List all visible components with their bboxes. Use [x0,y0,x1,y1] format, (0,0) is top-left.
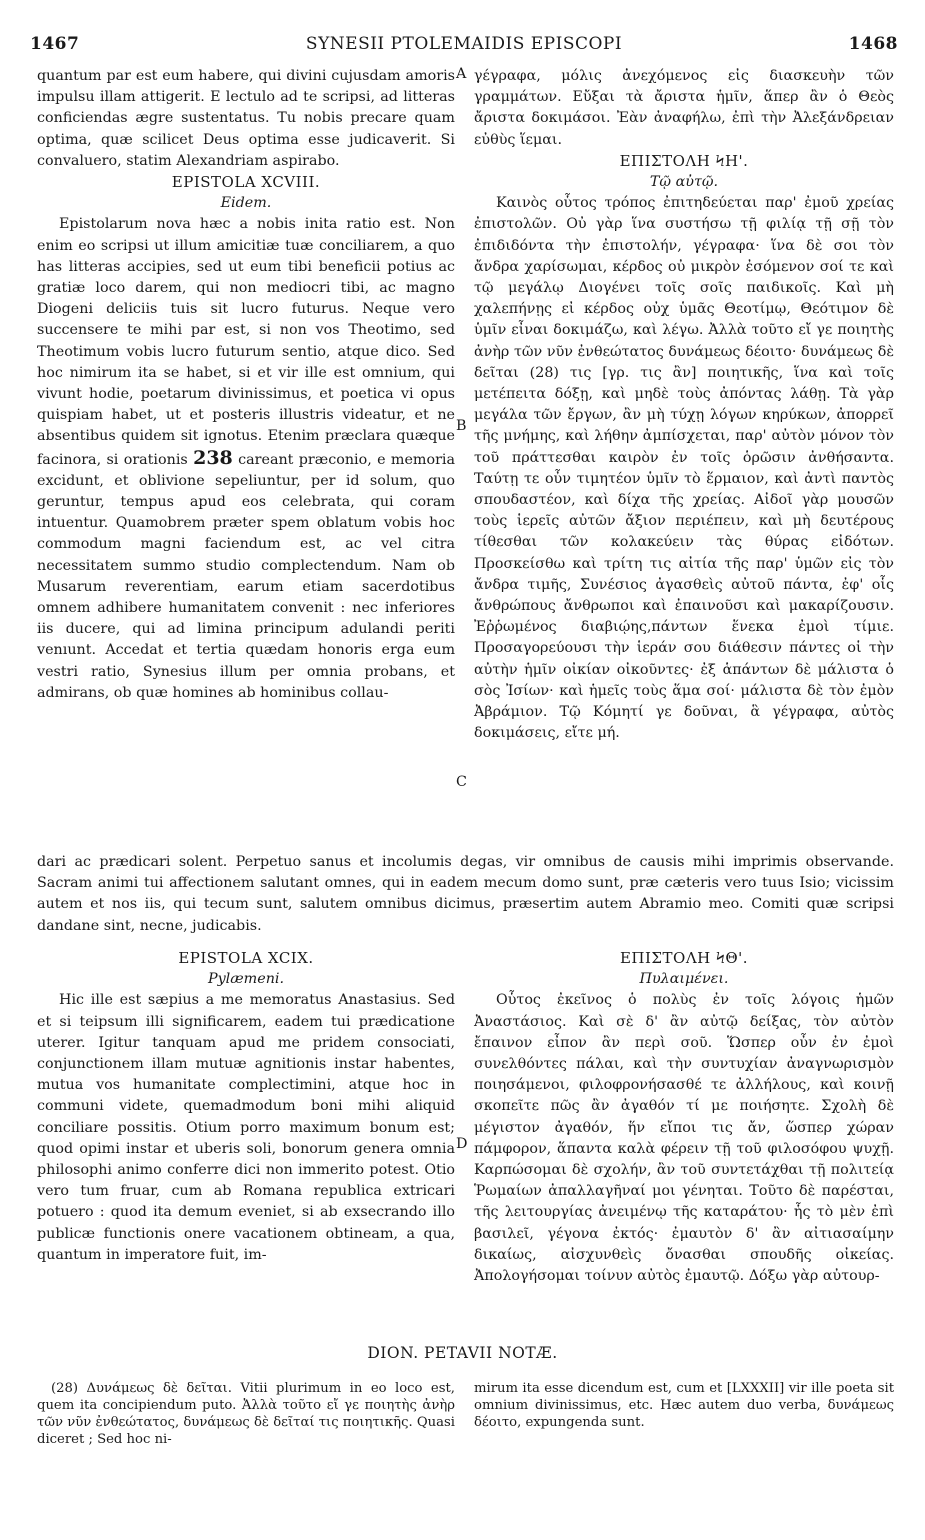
note-left: (28) Δυνάμεως δὲ δεῖται. Vitii plurimum in eo loco est, quem ita concipiendum puto. Ἀλλὰ τοῦτο εἴ γε ποιητὴς ἀνὴρ τῶν νῦν ἐνθεώτατος, δυνάμεως δὲ δεῖταί τις ποιητικῆς. Quasi diceret ; Sed hoc ni- [37,1381,455,1447]
latin-column-upper [37,66,455,704]
epistole-98-title: ΕΠΙΣΤΟΛΗ ϞΗ'. [619,151,749,170]
page-number-left: 1467 [30,34,80,54]
epistola-98-text-a: Epistolarum nova hæc a nobis inita ratio est. Non enim eo scripsi ut illum amicitiæ tuæ conciliarem, a quo has litteras accipies, sed ut eum tibi beneficii potius ac gratiæ loco darem, qui non mediocri tibi, ac magno Diogeni deliciis tuis sit lucro futurus. Neque vero succensere te mihi par est, si non vos Theotimo, sed Theotimum vobis lucro futurum sentio, atque dico. Sed hoc nimirum ita se habet, si et vir ille est omnium, qui vivunt hodie, poetarum divinissimus, et poetica vi opus quispiam habet, ut et posteris illustris videatur, et ne absentibus quidem sit ignotus. Etenim præclara quæque facinora, si orationis [37,216,455,468]
epistola-98-text-b: careant præconio, e memoria excidunt, et oblivione sepeliuntur, per id solum, quo geruntur, tempus apud eos celebrata, qui coram intuentur. Quamobrem præter spem oblatum vobis hoc commodum magni faciendum est, ac vel citra necessitatem summo studio complectendum. Nam ob Musarum reverentiam, earum etiam sacerdotibus omnem adhibere humanitatem convenit : nec inferiores iis ducere, qui ad limina principum adulandi periti venıunt. Accedat et tertia quædam honoris erga eum vestri ratio, Synesius illum per omnia probans, et admirans, ob quæ homines ab hominibus collau- [37,451,456,701]
running-header [30,34,898,58]
epistola-99-addressee: Pylæmeni. [207,971,285,988]
latin-column-lower [37,948,455,1266]
epistola-99-title: EPISTOLA XCIX. [178,949,314,967]
epistole-99-title: ΕΠΙΣΤΟΛΗ ϞΘ'. [619,949,749,967]
greek-column-upper [474,66,894,745]
notes-title: DION. PETAVII NOTÆ. [367,1344,558,1362]
epistole-99-text: Οὗτος ἐκεῖνος ὁ πολὺς ἐν τοῖς λόγοις ἡμῶν Ἀναστάσιος. Καὶ σὲ δ' ἂν αὐτῷ δείξας, τὸν αὐτὸν ἔπαινον εἶπον ἂν περὶ σοῦ. Ὥσπερ οὖν ἐν ἐμοὶ συνελθόντες πάλαι, καὶ τὴν συντυχίαν ἀναγνωρισμὸν ποιησάμενοι, φιλοφρονήσασθέ τε ἀλλήλους, καὶ κοινῇ σκοπεῖτε πῶς ἂν ἀγαθόν τί με ποιήσητε. Σχολὴ δὲ μέγιστον ἀγαθόν, ἥν εἴποι τις ἄν, ὥσπερ χώραν πάμφορον, ἅπαντα καλὰ φέρειν τῇ τοῦ φιλοσόφου ψυχῇ. Καρπώσομαι δὲ σχολήν, ἂν τοῦ συντετάχθαι τῇ πολιτείᾳ Ῥωμαίων ἀπαλλαγῆναί μοι γένηται. Τοῦτο δὲ παρέσται, τῆς λειτουργίας ἀνειμένῳ τῆς καταράτου· ἧς τὸ μὲν ἐπὶ βασιλεῖ, γέγονα ἐκτός· ἐμαυτὸν δ' ἂν αἰτιασαίμην δικαίως, αἰσχυνθεὶς ὄνασθαι σπουδῆς οἰκείας. Ἀπολογήσομαι τοίνυν αὐτὸς ἐμαυτῷ. Δόξω γὰρ αὐτουρ- [474,992,894,1285]
epistola-99-text: Hic ille est sæpius a me memoratus Anastasius. Sed et si teipsum illi significarem, eadem tui prædicatione uterer. Igitur tanquam apud me pridem consociati, conjunctionem illam mutuæ agnitionis instar habentes, mutua vos humanitate complectimini, atque hoc in communi videte, quemadmodum boni mihi aliquid conciliare possitis. Otium porro maximum bonum est; quod opimi instar et uberis soli, bonorum genera omnia philosophi animo conferre dici non immerito potest. Otio vero tum fruar, cum ab Romana republica extricari potuero : quod ita demum eveniet, si ab exsecrando illo publicæ functionis onere vacationem obtineam, a qua, quantum in imperatore fuit, im- [37,992,455,1263]
latin-continuation: quantum par est eum habere, qui divini cujusdam amoris impulsu illam attigerit. E lectulo ad te scripsi, ad litteras conficiendas ægre sustentatus. Tu nobis precare quam optima, quæ scilicet Deus optima esse judicaverit. Si convaluero, statim Alexandriam aspirabo. [37,68,455,169]
latin-full-width-continuation: dari ac prædicari solent. Perpetuo sanus et incolumis degas, vir omnibus de causis mihi imprimis observande. Sacram animi tui affectionem salutant omnes, qui in eadem mecum domo sunt, præ cæteris vero tuus Isio; vicissim autem et nos iis, qui tecum sunt, salutem omnibus dicimus, præsertim autem Abramio meo. Comiti quæ scripsi dandane sint, necne, judicabis. [37,854,894,934]
margin-letter-c: C [456,774,467,790]
epistola-98-title: EPISTOLA XCVIII. [171,173,321,192]
epistola-98-text [37,214,455,704]
note-right: mirum ita esse dicendum est, cum et [LXXXII] vir ille poeta sit omnium divinissimus, etc. Hæc autem duo verba, δυνάμεως δέοιτο, expungenda sunt. [474,1381,894,1430]
greek-column-lower [474,948,894,1287]
epistola-98-addressee: Eidem. [220,195,272,212]
greek-continuation: γέγραφα, μόλις ἀνεχόμενος εἰς διασκευὴν τῶν γραμμάτων. Εὔξαι τὰ ἄριστα ἡμῖν, ἅπερ ἂν ὁ Θεὸς ἄριστα δοκιμάσοι. Ἐὰν ἀναφήλω, ἐπὶ τὴν Ἀλεξάνδρειαν εὐθὺς ἵεμαι. [474,68,894,148]
margin-letter-b: B [456,418,467,434]
column-number: 238 [193,446,233,469]
epistole-98-addressee: Τῷ αὐτῷ. [649,174,719,191]
margin-letter-a: A [456,66,467,82]
epistole-99-addressee: Πυλαιμένει. [639,971,729,988]
page-number-right: 1468 [848,34,898,54]
running-title: SYNESII PTOLEMAIDIS EPISCOPI [305,34,623,54]
epistole-98-text: Καινὸς οὗτος τρόπος ἐπιτηδεύεται παρ' ἐμοῦ χρείας ἐπιστολῶν. Οὐ γὰρ ἵνα συστήσω τῇ φιλίᾳ τῇ σῇ τὸν ἐπιδιδόντα τὴν ἐπιστολήν, γέγραφα· ἵνα δὲ σοι τὸν ἄνδρα χαρίσωμαι, κέρδος οὐ μικρὸν ἐσόμενον σοί τε καὶ τῷ μεγάλῳ Διογένει τοῖς σοῖς παιδικοῖς. Καὶ μὴ χαλεπήνῃς εἰ κέρδος οὐχ ὑμᾶς Θεοτίμῳ, Θεότιμον δὲ ὑμῖν εἶναι δοκιμάζω, καὶ λέγω. Ἀλλὰ τοῦτο εἴ γε ποιητὴς ἀνὴρ τῶν νῦν ἐνθεώτατος δυνάμεως δέοιτο· δυνάμεως δὲ δεῖται (28) τις [γρ. τις ἂν] ποιητικῆς, ἵνα καὶ τοῖς μετέπειτα δόξῃ, καὶ μηδὲ τοὺς ἀπόντας λάθῃ. Τὰ γὰρ μεγάλα τῶν ἔργων, ἂν μὴ τύχῃ λόγων κηρύκων, ἀπορρεῖ τῆς μνήμης, καὶ λήθην ἀμπίσχεται, παρ' αὐτὸν μόνον τὸν τοῦ πράττεσθαι καιρὸν ἐν τοῖς ὁρῶσιν ἀνθήσαντα. Ταύτῃ τε οὖν τιμητέον ὑμῖν τὸ ἕρμαιον, καὶ ἀντὶ παντὸς σπουδαστέον, καὶ δίχα τῆς χρείας. Αἰδοῖ γὰρ μουσῶν τοὺς ἱερεῖς αὐτῶν ἄξιον περιέπειν, καὶ μὴ δευτέρους τίθεσθαι τῶν κολακεύειν τὰς θύρας εἰδότων. Προσκείσθω καὶ τρίτη τις αἰτία τῆς παρ' ὑμῶν εἰς τὸν ἄνδρα τιμῆς, Συνέσιος ἀγασθεὶς αὐτοῦ πάντα, ἐφ' οἷς ἄνθρώπους ἄνθρωποι καὶ ἐπαινοῦσι καὶ μακαρίζουσιν. Ἐῤῥωμένος διαβιῴης,πάντων ἕνεκα ἐμοὶ τίμιε. Προσαγορεύουσι τὴν ἱεράν σου διάθεσιν πάντες οἱ τὴν αὐτὴν ἡμῖν οἰκίαν οἰκοῦντες· ἐξ ἁπάντων δὲ μάλιστα ὁ σὸς Ἰσίων· καὶ ἡμεῖς τοὺς ἅμα σοί· μάλιστα δὲ τὸν ἐμὸν Ἀβράμιον. Τῷ Κόμητί γε δοῦναι, ἃ γέγραφα, αὐτὸς δοκιμάσεις, εἴτε μή. [474,195,894,742]
margin-letter-d: D [456,1136,468,1152]
